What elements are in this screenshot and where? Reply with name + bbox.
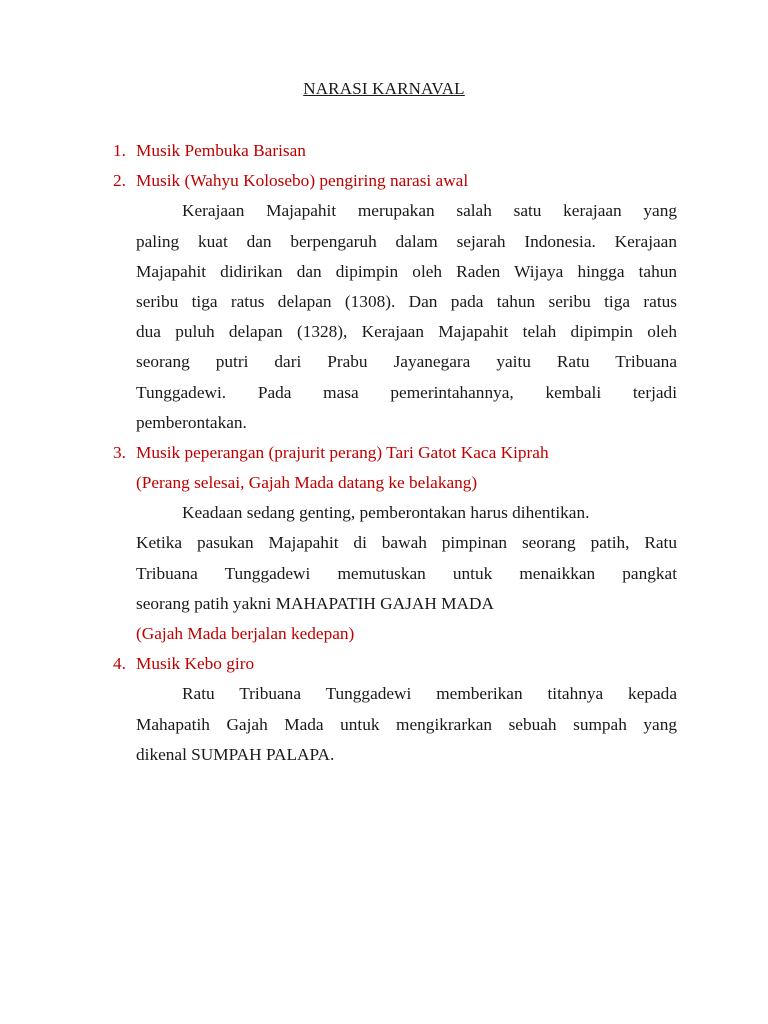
stage-note-text: (Perang selesai, Gajah Mada datang ke belakang) xyxy=(136,473,478,493)
paragraph-line-text: seribu tiga ratus delapan (1308). Dan pada tahun seribu tiga ratus xyxy=(136,291,677,311)
paragraph-line-text: Mahapatih Gajah Mada untuk mengikrarkan sebuah sumpah yang xyxy=(136,714,677,734)
document-title: NARASI KARNAVAL xyxy=(303,79,465,98)
paragraph-line xyxy=(0,196,768,226)
paragraph-line-text: Tribuana Tunggadewi memutuskan untuk menaikkan pangkat xyxy=(136,563,677,583)
section-heading-text: Musik peperangan (prajurit perang) Tari Gatot Kaca Kiprah xyxy=(136,442,549,462)
section-1-heading xyxy=(0,136,768,166)
paragraph-line xyxy=(0,710,768,740)
paragraph-line xyxy=(0,679,768,709)
list-number: 2. xyxy=(113,171,126,191)
stage-note xyxy=(0,468,768,498)
paragraph-line xyxy=(0,498,768,528)
section-3-heading xyxy=(0,438,768,468)
paragraph-line-text: Majapahit didirikan dan dipimpin oleh Raden Wijaya hingga tahun xyxy=(136,261,677,281)
list-number: 4. xyxy=(113,654,126,674)
paragraph-line-text: seorang patih yakni MAHAPATIH GAJAH MADA xyxy=(136,593,494,613)
section-heading-text: Musik Kebo giro xyxy=(136,654,255,674)
list-number: 1. xyxy=(113,141,126,160)
paragraph-line xyxy=(0,528,768,558)
stage-note xyxy=(0,619,768,649)
paragraph-line xyxy=(0,740,768,770)
paragraph-line-text: Tunggadewi. Pada masa pemerintahannya, kembali terjadi xyxy=(136,382,677,402)
paragraph-line xyxy=(0,257,768,287)
paragraph-line-text: Ratu Tribuana Tunggadewi memberikan titahnya kepada xyxy=(182,684,677,704)
paragraph-line xyxy=(0,378,768,408)
paragraph-line-text: seorang putri dari Prabu Jayanegara yaitu Ratu Tribuana xyxy=(136,352,677,372)
section-heading-text: Musik Pembuka Barisan xyxy=(136,141,306,160)
paragraph-line-text: dua puluh delapan (1328), Kerajaan Majapahit telah dipimpin oleh xyxy=(136,322,677,342)
paragraph-line xyxy=(0,227,768,257)
paragraph-line-text: pemberontakan. xyxy=(136,412,247,432)
paragraph-line-text: paling kuat dan berpengaruh dalam sejarah Indonesia. Kerajaan xyxy=(136,231,677,251)
list-number: 3. xyxy=(113,442,126,462)
document-body xyxy=(0,136,768,770)
paragraph-line-text: Ketika pasukan Majapahit di bawah pimpinan seorang patih, Ratu xyxy=(136,533,677,553)
stage-note-text: (Gajah Mada berjalan kedepan) xyxy=(136,624,355,643)
section-4-heading xyxy=(0,649,768,679)
paragraph-line-text: Keadaan sedang genting, pemberontakan harus dihentikan. xyxy=(182,503,590,523)
paragraph-line xyxy=(0,287,768,317)
paragraph-line xyxy=(0,559,768,589)
paragraph-line xyxy=(0,317,768,347)
section-heading-text: Musik (Wahyu Kolosebo) pengiring narasi awal xyxy=(136,171,469,191)
paragraph-line xyxy=(0,408,768,438)
paragraph-line-text: dikenal SUMPAH PALAPA. xyxy=(136,744,335,764)
paragraph-line xyxy=(0,347,768,377)
paragraph-line xyxy=(0,589,768,619)
paragraph-line-text: Kerajaan Majapahit merupakan salah satu kerajaan yang xyxy=(182,201,677,221)
section-2-heading xyxy=(0,166,768,196)
